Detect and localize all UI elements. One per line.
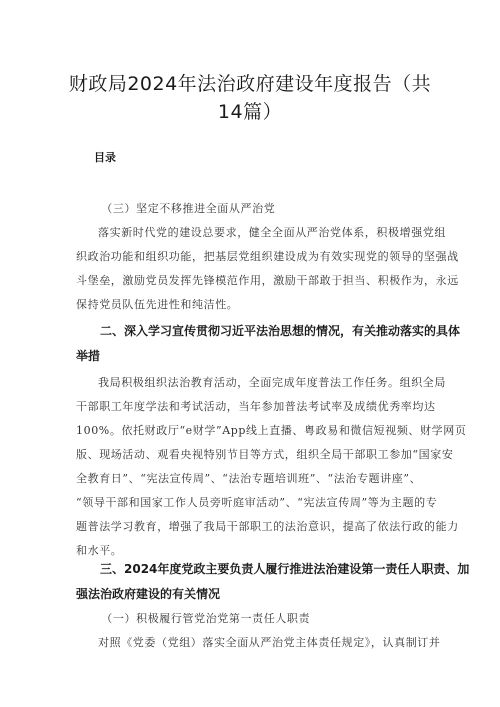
toc-label: 目录: [94, 151, 116, 164]
paragraph-law-education: 我局积极组织法治教育活动，全面完成年度普法工作任务。组织全局 干部职工年度学法和考试活动，当年参加普法考试率及成绩优秀率均达 100%。依托财政厅“e财学”App线上直播、粤政易和微信短视频、财学网页 版、现场活动、观看央视特别节目等方式，组织全局干部职工参加“国家安 全教育日”、“宪法宣传周”、“法治专题培训班”、“法治专题讲座”、 “领导干部和国家工作人员旁听庭审活动”、“宪法宣传周”等为主题的专 题普法学习教育，增强了我局干部职工的法治意识，提高了依法行政的能力 和水平。: [76, 376, 467, 557]
paragraph-responsibility: 对照《党委（党组）落实全面从严治党主体责任规定》，认真制订并: [98, 636, 441, 649]
title-line-2: 14篇）: [217, 101, 283, 123]
paragraph-party-building: 落实新时代党的建设总要求，健全全面从严治党体系，积极增强党组 织政治功能和组织功能，把基层党组织建设成为有效实现党的领导的坚强战 斗堡垒，激励党员发挥先锋模范作用，激励干部敢于担当、积极作为，永远 保持党员队伍先进性和纯洁性。: [76, 226, 459, 311]
section-3-1-subheading: （一）积极履行管党治党第一责任人职责: [101, 612, 311, 625]
heading-section-2: 二、深入学习宣传贯彻习近平法治思想的情况，有关推动落实的具体 举措: [76, 324, 461, 363]
heading-section-3: 三、2024年度党政主要负责人履行推进法治建设第一责任人职责、加 强法治政府建设的有关情况: [76, 562, 470, 601]
document-title: [60, 70, 440, 126]
title-line-1: 财政局2024年法治政府建设年度报告（共: [68, 73, 432, 95]
section-3-subheading: （三）坚定不移推进全面从严治党: [101, 202, 276, 215]
